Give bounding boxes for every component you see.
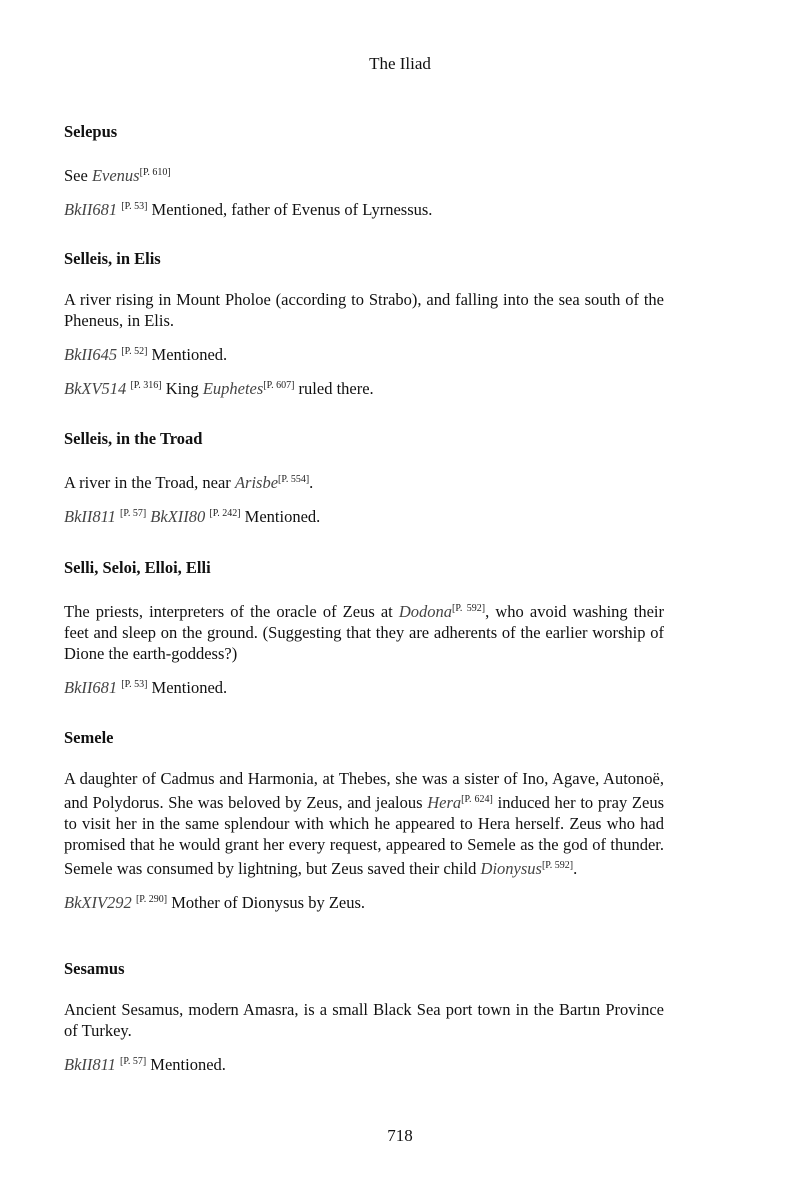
- book-ref[interactable]: BkXIV292: [64, 893, 132, 912]
- reference-text: Mother of Dionysus by Zeus.: [171, 893, 366, 912]
- running-head: The Iliad: [369, 54, 431, 73]
- link-arisbe[interactable]: Arisbe: [234, 473, 279, 492]
- entry-selleis-elis: [64, 248, 664, 409]
- page-ref: [P. 242]: [209, 508, 241, 519]
- link-euphetes[interactable]: Euphetes: [202, 379, 264, 398]
- book-ref[interactable]: BkII645: [64, 345, 118, 364]
- entry-description: Ancient Sesamus, modern Amasra, is a small Black Sea port town in the Bartın Province of Turkey.: [64, 1000, 664, 1040]
- entry-semele: [64, 727, 664, 923]
- page-ref: [P. 57]: [120, 1056, 147, 1067]
- entry-title: Sesamus: [64, 959, 125, 978]
- page-ref: [P. 57]: [120, 508, 147, 519]
- see-label: See: [64, 166, 88, 185]
- reference-line: [64, 375, 664, 399]
- entry-title: Selli, Seloi, Elloi, Elli: [64, 558, 211, 577]
- reference-line: [64, 674, 664, 698]
- page-ref: [P. 624]: [461, 794, 493, 805]
- description-text: The priests, interpreters of the oracle of Zeus at: [64, 602, 393, 621]
- page-ref: [P. 607]: [263, 380, 295, 391]
- link-dionysus[interactable]: Dionysus: [480, 859, 542, 878]
- description-text: induced her to pray Zeus to visit her in the same splendour with which he appeared to Hera herself. Zeus who had promised that he would grant her every request, appeared to Semele as the god of thunder. Semele was consumed by lightning, but Zeus saved their child: [64, 793, 665, 878]
- page-number: 718: [387, 1126, 413, 1145]
- description-text: A river in the Troad, near: [64, 473, 231, 492]
- page-ref: [P. 610]: [139, 167, 171, 178]
- reference-line: [64, 196, 664, 220]
- entry-description: A river rising in Mount Pholoe (according to Strabo), and falling into the sea south of the Pheneus, in Elis.: [64, 290, 664, 330]
- page-ref: [P. 316]: [130, 380, 162, 391]
- page-ref: [P. 52]: [121, 346, 148, 357]
- entry-description: [64, 598, 664, 664]
- link-evenus[interactable]: Evenus: [91, 166, 140, 185]
- page-ref: [P. 290]: [135, 894, 168, 905]
- entry-title: Selleis, in Elis: [64, 249, 161, 268]
- reference-line: [64, 341, 664, 365]
- reference-text: Mentioned.: [151, 678, 228, 697]
- entry-sesamus: [64, 958, 664, 1085]
- entry-selepus: [64, 121, 664, 230]
- book-ref[interactable]: BkII811: [64, 1055, 116, 1074]
- entry-description: [64, 469, 664, 493]
- reference-text: Mentioned.: [150, 1055, 226, 1074]
- book-ref[interactable]: BkXII80: [150, 507, 206, 526]
- description-text: .: [573, 859, 578, 878]
- page-ref: [P. 554]: [278, 474, 310, 485]
- reference-text: Mentioned.: [151, 345, 228, 364]
- reference-text: ruled there.: [298, 379, 374, 398]
- link-dodona[interactable]: Dodona: [398, 602, 453, 621]
- book-ref[interactable]: BkXV514: [64, 379, 127, 398]
- page-ref: [P. 592]: [452, 603, 486, 614]
- reference-line: [64, 889, 664, 913]
- description-text: , who avoid washing their feet and sleep on the ground. (Suggesting that they are adherents of the earlier worship of Dione the earth-goddess?): [64, 602, 664, 663]
- reference-text: Mentioned, father of Evenus of Lyrnessus.: [151, 200, 433, 219]
- page-ref: [P. 53]: [121, 679, 148, 690]
- see-also-line: [64, 162, 664, 186]
- entry-selli: [64, 557, 664, 708]
- entry-title: Semele: [64, 728, 114, 747]
- page-ref: [P. 53]: [121, 201, 148, 212]
- entry-description: [64, 768, 664, 879]
- description-text: A daughter of Cadmus and Harmonia, at Thebes, she was a sister of Ino, Agave, Autonoë, and Polydorus. She was beloved by Zeus, and jealous: [64, 769, 664, 812]
- book-ref[interactable]: BkII681: [64, 678, 118, 697]
- link-hera[interactable]: Hera: [427, 793, 462, 812]
- book-ref[interactable]: BkII811: [64, 507, 116, 526]
- entry-title: Selepus: [64, 122, 118, 141]
- entry-selleis-troad: [64, 428, 664, 537]
- page-ref: [P. 592]: [541, 860, 574, 871]
- reference-line: [64, 1051, 664, 1075]
- book-ref[interactable]: BkII681: [64, 200, 118, 219]
- reference-text: Mentioned.: [244, 507, 321, 526]
- reference-line: [64, 503, 664, 527]
- entry-title: Selleis, in the Troad: [64, 429, 203, 448]
- description-text: .: [309, 473, 314, 492]
- reference-text: King: [165, 379, 199, 398]
